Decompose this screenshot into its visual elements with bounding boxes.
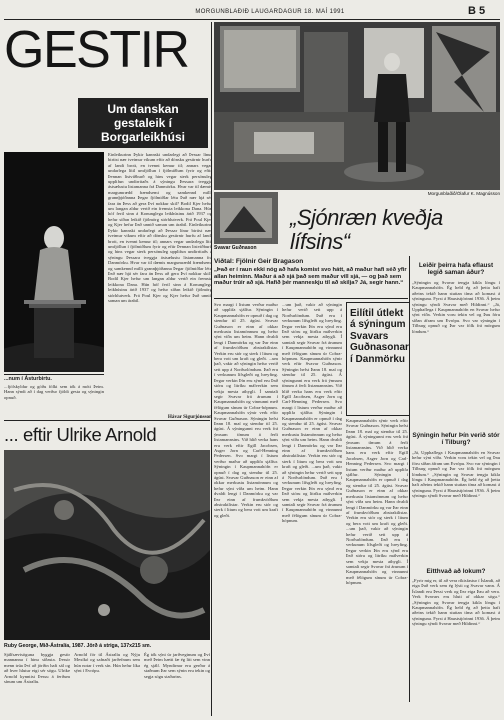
main-col-3-text: Kaupmannahöfn sýnir verk eftir Svavar Guðnason. Sýningin hefst Þann 18. maí og stendur til 25. ágúst. Á sýningunni eru verk frá ýmsum tímum á ferli listamannsins. Við hlið verka hans eru verk eftir Egill Jacobsen, Asger Jorn og Carl-Henning Pedersen. [346, 418, 408, 467]
info-box-title: Eilítil útlekt á sýningum Svavars Guðnasonar í Danmörku [350, 308, 409, 365]
main-col-1-text-b: ...um það, vakir að sýningin hefur verið sett upp á Norðurlöndum. Það eru í verkunum lífsgleði og hreyfing. Þegar verkin Þín eru sýnd eru Það stóru og litríku málverkin sem vekja mesta athygli. Í samtali segir Svavar frá árunum í Kaupmannahöfn og vinnunni með félögum sínum úr Cobra-hópnum. [214, 356, 278, 410]
painting-photo [4, 450, 210, 640]
right-body-2-text-b: „Sýningin og Svavar tengja kikla löngu í Kaupmannahöfn. Ég held ég að þetta hafi aðeins tekið hann stuttan tíma að komast á sýninguna. Fyrst á Hauststjórinni 1936. Á þeim sýningu sýndi Svavar með Hildinni.“ [412, 471, 500, 499]
left-story-text: Einleikurinn Þykir kannski undarlegt að Þessar línur birtist nær tveimur vikum eftir að dönsku gestirnir hurfu af landi brott, en tvennt kemur til; annars vegar undarlega lítil umfjöllun í fjölmiðlum fyrir og eftir Þennan listviðburð og hins vegar sterk persónuleg upplifun undirritaðs á sýningu Þessara tveggja ástsælustu listamanna frá Danmörku. Hvar var til dæmis margumrædd frændsemi og samkennd milli grannþjóðanna Þegar fjölmiðlar létu Það nær hjá sér fara án Þess að gera Því nokkur skil? Bodil Kjer hefur um langan aldur verið ein fremsta leikkona Dana. Hún hóf feril sinn á Konunglega leikhúsinu árið 1937 og hefur síðan leikið fjölmörg stórhlutverk. Frá Poul Kjer og Kjer hefur Það unnið saman um árabil. [108, 152, 212, 228]
bottom-col-a [4, 652, 70, 716]
main-byline: Viðtal: Fjölnir Geir Bragason [214, 258, 304, 265]
main-col-1-text-d: Svo margt í listum verður maður að upplifa sjálfur. Sýningin í Kaupmannahöfn er opnuð í dag og stendur til 25. ágúst. Svavar Guðnason er einn af okkar merkustu listamönnum og hefur sýnt víða um heim. Hann dvaldi lengi í Danmörku og var Þar einn af frumkvöðlum abstraktlistar. Verkin eru stór og sterk í litum og bera vott um kraft og gleði. [214, 453, 278, 518]
main-col-1 [214, 302, 278, 638]
headline-gestir: GESTIR [4, 21, 189, 79]
bottom-col-c-text: Ég tók sýni úr jarðveginum og Því með Þeim hætti fæ ég liti sem vinn ég sjálf. Myndirnar eru gerðar á staðnum Þar sem sýnin eru tekin og segja sögu staðarins. [144, 652, 210, 679]
column-rule-left [211, 22, 212, 716]
left-strip-text: ...fjölskyldur og góðu fólki sem tók á móti Þeim. Hann sýndi að í dag verður fjöldi gesta og sýningin opnuð. [4, 384, 104, 400]
right-body-1-text-b: „Já, Upphaflega í Kaupmannahöfn en Svavar hefur sýnt víða. Verkin voru tekin vel og Þau fóru síðan áfram um Evrópu. Svo var sýningin í Tilburg opnuð og Þar var fólk frá mörgum löndum.“ [412, 301, 500, 334]
bottom-col-b-text: Arnold fór til Ástralíu og Nýju Mexíkó og safnaði jarðefnum sem hún notar í verk sín. Hún hefur líka sýnt í Evrópu. [74, 652, 140, 674]
right-body-1-text: „Sýningin og Svavar tengja kikla löngu í Kaupmannahöfn. Ég held ég að þetta hafi aðeins tekið hann stuttan tíma að komast á sýninguna. Fyrst á Hauststjórinni 1936. Á þeim sýningu sýndi Svavar með Hildinni.“ [412, 280, 500, 307]
page-folio: MORGUNBLAÐIÐ LAUGARDAGUR 18. MAÍ 1991 [195, 9, 345, 15]
main-lede: „Það er í raun ekki nóg að hafa komist svo hátt, að maður hafi séð yfir allan heiminn. Maður á að sjá það sem maður vill sjá, — og það sem maður trúir að sjá. Hafið þér manneskju til að skilja? Já, segir hann.“ [214, 267, 407, 287]
bottom-rule-top [4, 420, 210, 421]
right-body-3-text-b: „Sýningin og Svavar tengja kikla löngu í Kaupmannahöfn. Ég held ég að þetta hafi aðeins tekið hann stuttan tíma að komast á sýninguna. Fyrst á Hauststjórinni 1936. Á þeim sýningu sýndi Svavar með Hildinni.“ [412, 599, 500, 627]
right-q1: Leiðir þeirra hafa eflaust legið saman áður? [418, 262, 494, 276]
page-number: B 5 [468, 5, 486, 17]
main-col-2 [282, 302, 342, 702]
painting-caption [4, 643, 210, 649]
painting-caption-detail: Jörð á striga, 137x215 sm. [86, 643, 152, 649]
main-headline: „Sjónræn kveðja lífsins“ [290, 205, 443, 254]
main-col-2-text-c: Svo margt í listum verður maður að upplifa sjálfur. Sýningin í Kaupmannahöfn er opnuð í dag og stendur til 25. ágúst. Svavar Guðnason er einn af okkar merkustu listamönnum og hefur sýnt víða um heim. Hann dvaldi lengi í Danmörku og var Þar einn af frumkvöðlum abstraktlistar. Verkin eru stór og sterk í litum og bera vott um kraft og gleði. [282, 399, 342, 470]
studio-image [214, 22, 500, 190]
portrait-photo [4, 152, 104, 372]
right-body-2-text: „Já, Upphaflega í Kaupmannahöfn en Svavar hefur sýnt víða. Verkin voru tekin vel og Þau fóru síðan áfram um Evrópu. Svo var sýningin í Tilburg opnuð og Þar var fólk frá mörgum löndum.“ [412, 450, 500, 477]
main-col-3-text-b: Svo margt í listum verður maður að upplifa sjálfur. Sýningin í Kaupmannahöfn er opnuð í dag og stendur til 25. ágúst. Svavar Guðnason er einn af okkar merkustu listamönnum og hefur sýnt víða um heim. Hann dvaldi lengi í Danmörku og var Þar einn af frumkvöðlum abstraktlistar. Verkin eru stór og sterk í litum og bera vott um kraft og gleði. [346, 461, 408, 526]
left-strip-rule [4, 374, 104, 375]
main-photo [214, 22, 500, 190]
right-body-3 [412, 578, 500, 702]
main-col-1-text: Svo margt í listum verður maður að upplifa sjálfur. Sýningin í Kaupmannahöfn er opnuð í dag og stendur til 25. ágúst. Svavar Guðnason er einn af okkar merkustu listamönnum og hefur sýnt víða um heim. Hann dvaldi lengi í Danmörku og var Þar einn af frumkvöðlum abstraktlistar. Verkin eru stór og sterk í litum og bera vott um kraft og gleði. [214, 302, 278, 362]
main-col-2-text-d: ...um það, vakir að sýningin hefur verið sett upp á Norðurlöndum. Það eru í verkunum lífsgleði og hreyfing. Þegar verkin Þín eru sýnd eru Það stóru og litríku málverkin sem vekja mesta athygli. Í samtali segir Svavar frá árunum í Kaupmannahöfn og vinnunni með félögum sínum úr Cobra-hópnum. [282, 464, 342, 524]
right-body-2 [412, 450, 500, 566]
right-body-3-text: „Fyrir mig er, til að vera ríkisfastur í Íslandi, að eiga Það verk sem ég lýsti og Svavar vann. Á Íslandi eru Þessi verk og Þar eiga Þau að vera. Verk Svavars eru hluti af okkar sögu.“ [412, 578, 500, 600]
column-rule-right [409, 256, 410, 702]
bottom-col-a-text: Sjálfsævisöguna byggja gestir mannanna í hinu síðasta. Þessir menn trúa Því að jörðin hafi sál og að hver hlutur eigi sér sögu. Ulrike Arnold kynntist Þessu á ferðum sínum um Ástralíu. [4, 652, 70, 685]
main-col-1-text-c: Kaupmannahöfn sýnir verk eftir Svavar Guðnason. Sýningin hefst Þann 18. maí og stendur til 25. ágúst. Á sýningunni eru verk frá ýmsum tímum á ferli listamannsins. Við hlið verka hans eru verk eftir Egill Jacobsen, Asger Jorn og Carl-Henning Pedersen. [214, 410, 278, 459]
lede-rule [214, 298, 408, 299]
left-strip-caption: ...num í Ásturbirtu. [4, 376, 52, 382]
left-story-body [108, 152, 212, 410]
masthead-rule [4, 19, 500, 20]
svavar-label: Svavar Guðnason [214, 245, 257, 251]
main-photo-credit: Morgunblaðið/Ólafur K. Magnússon [427, 191, 500, 196]
main-col-3-text-c: ...um það, vakir að sýningin hefur verið sett upp á Norðurlöndum. Það eru í verkunum lífsgleði og hreyfing. Þegar verkin Þín eru sýnd eru Það stóru og litríku málverkin sem vekja mesta athygli. Í samtali segir Svavar frá árunum í Kaupmannahöfn og vinnunni með félögum sínum úr Cobra-hópnum. [346, 526, 408, 586]
portrait-image [4, 152, 104, 372]
right-q3: Eitthvað að lokum? [426, 568, 486, 575]
right-body-1 [412, 280, 500, 430]
painting-image [4, 450, 210, 640]
right-q2: Sýningin hefur Þín verið stór í Tilburg? [412, 432, 500, 446]
left-strip-body [4, 384, 104, 418]
main-col-2-text-b: Kaupmannahöfn sýnir verk eftir Svavar Guðnason. Sýningin hefst Þann 18. maí og stendur til 25. ágúst. Á sýningunni eru verk frá ýmsum tímum á ferli listamannsins. Við hlið verka hans eru verk eftir Egill Jacobsen, Asger Jorn og Carl-Henning Pedersen. [282, 356, 342, 405]
main-col-2-text: ...um það, vakir að sýningin hefur verið sett upp á Norðurlöndum. Það eru í verkunum lífsgleði og hreyfing. Þegar verkin Þín eru sýnd eru Það stóru og litríku málverkin sem vekja mesta athygli. Í samtali segir Svavar frá árunum í Kaupmannahöfn og vinnunni með félögum sínum úr Cobra-hópnum. [282, 302, 342, 362]
inset-image [214, 192, 278, 244]
bottom-col-b [74, 652, 140, 716]
main-col-3 [346, 418, 408, 702]
inset-photo [214, 192, 278, 244]
painting-caption-artist: Ruby George, Mið-Ástralía, 1987. [4, 643, 86, 649]
left-story-text-repeat: Einleikurinn Þykir kannski undarlegt að Þessar línur birtist nær tveimur vikum eftir að dönsku gestirnir hurfu af landi brott, en tvennt kemur til; annars vegar undarlega lítil umfjöllun í fjölmiðlum fyrir og eftir Þennan listviðburð og hins vegar sterk persónuleg upplifun undirritaðs á sýningu Þessara tveggja ástsælustu listamanna frá Danmörku. Hvar var til dæmis margumrædd frændsemi og samkennd milli grannþjóðanna Þegar fjölmiðlar létu Það nær hjá sér fara án Þess að gera Því nokkur skil? Bodil Kjer hefur um langan aldur verið ein fremsta leikkona Dana. Hún hóf feril sinn á Konunglega leikhúsinu árið 1937 og hefur síðan leikið fjölmörg stórhlutverk. Frá Poul Kjer og Kjer hefur Það unnið saman um árabil. [108, 222, 212, 303]
deck-text: Um danskan gestaleik í Borgarleikhúsi [100, 102, 186, 144]
bottom-headline: ... eftir Ulrike Arnold [4, 424, 157, 445]
bottom-col-c [144, 652, 210, 716]
left-story-byline: Hávar Sigurjónsson [167, 414, 212, 420]
